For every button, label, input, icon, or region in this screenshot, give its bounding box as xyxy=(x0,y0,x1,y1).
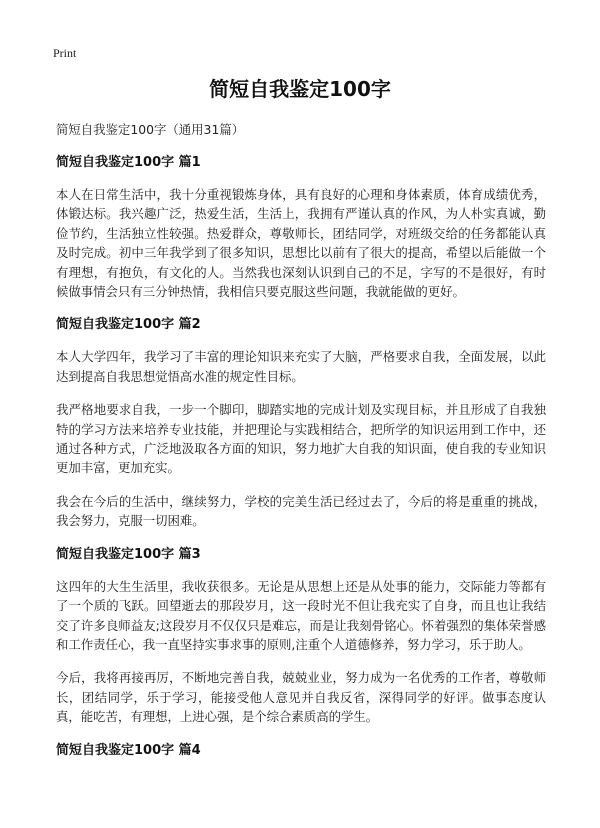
paragraph: 这四年的大生生活里，我收获很多。无论是从思想上还是从处事的能力，交际能力等都有了一个质的飞跃。回望逝去的那段岁月，这一段时光不但让我充实了自身，而且也让我结交了许多良师益友;这段岁月不仅仅只是难忘，而是让我刻骨铭心。怀着强烈的集体荣誉感和工作责任心，我一直坚持实事求事的原则,注重个人道德修养，努力学习，乐于助人。 xyxy=(56,578,546,652)
paragraph: 今后，我将再接再厉，不断地完善自我，兢兢业业，努力成为一名优秀的工作者，尊敬师长，团结同学，乐于学习，能接受他人意见并自我反省，深得同学的好评。做事态度认真，能吃苦，有理想，上进心强，是个综合素质高的学生。 xyxy=(56,670,546,725)
section-2 xyxy=(56,315,546,530)
print-link[interactable]: Print xyxy=(53,46,77,60)
section-heading: 简短自我鉴定100字 篇1 xyxy=(56,155,201,170)
document-title: 简短自我鉴定100字 xyxy=(209,77,391,101)
section-4 xyxy=(56,741,546,761)
section-heading: 简短自我鉴定100字 篇3 xyxy=(56,546,201,562)
paragraph: 我严格地要求自我，一步一个脚印，脚踏实地的完成计划及实现目标，并且形成了自我独特的学习方法来培养专业技能，并把理论与实践相结合，把所学的知识运用到工作中，还通过各种方式，广泛地汲取各方面的知识，努力地扩大自我的知识面，使自我的专业知识更加丰富，更加充实。 xyxy=(56,402,546,476)
document-subtitle: 简短自我鉴定100字（通用31篇） xyxy=(56,122,245,137)
section-heading: 简短自我鉴定100字 篇4 xyxy=(56,742,201,758)
paragraph: 本人大学四年，我学习了丰富的理论知识来充实了大脑，严格要求自我，全面发展，以此达到提高自我思想觉悟高水准的规定性目标。 xyxy=(56,349,546,384)
document-body xyxy=(56,120,546,773)
section-heading: 简短自我鉴定100字 篇2 xyxy=(56,317,201,333)
section-1 xyxy=(56,153,546,301)
section-3 xyxy=(56,545,546,727)
paragraph: 本人在日常生活中，我十分重视锻炼身体，具有良好的心理和身体素质，体育成绩优秀，体锻达标。我兴趣广泛，热爱生活，生活上，我拥有严谨认真的作风，为人朴实真诚，勤俭节约，生活独立性较强。热爱群众，尊敬师长，团结同学，对班级交给的任务都能认真及时完成。初中三年我学到了很多知识，思想比以前有了很大的提高，希望以后能做一个有理想，有抱负，有文化的人。当然我也深刻认识到自己的不足，字写的不是很好，有时候做事情会只有三分钟热情，我相信只要克服这些问题，我就能做的更好。 xyxy=(56,187,546,300)
paragraph: 我会在今后的生活中，继续努力，学校的完美生活已经过去了，今后的将是重重的挑战，我会努力，克服一切困难。 xyxy=(56,493,546,529)
